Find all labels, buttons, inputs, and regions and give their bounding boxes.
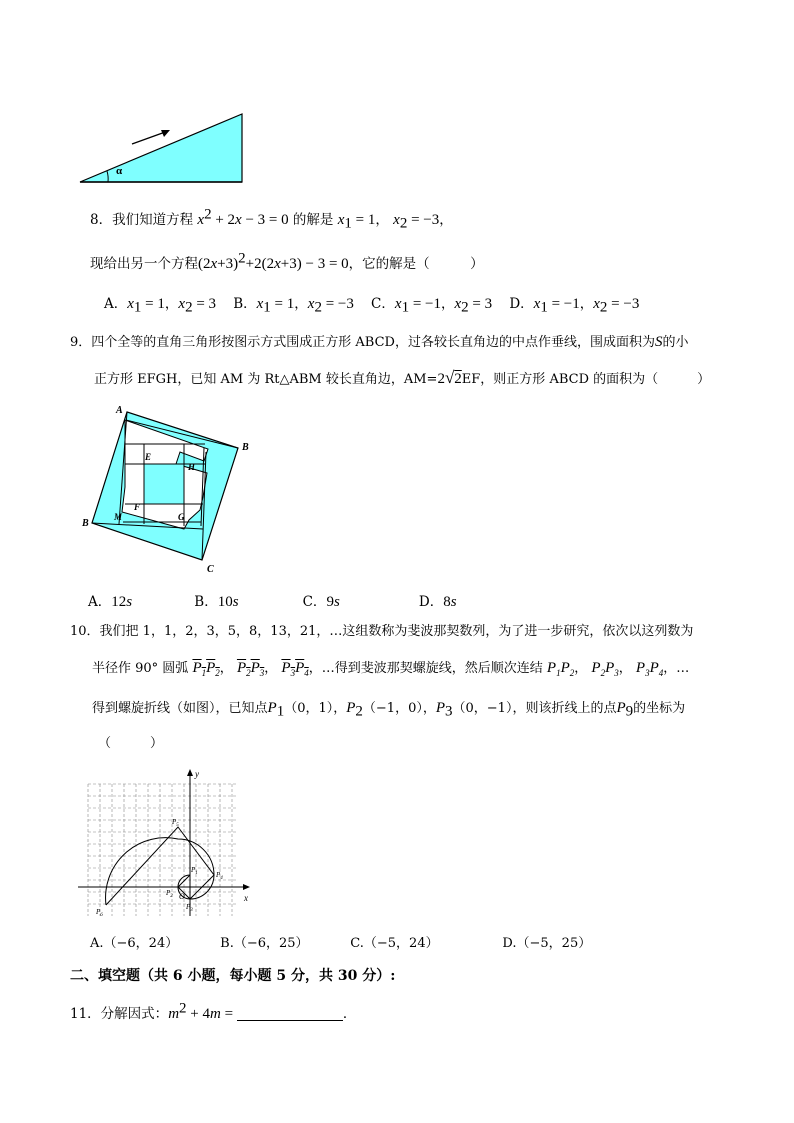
option-c[interactable]: C．9s [302, 594, 340, 610]
label-f: F [134, 502, 141, 512]
angle-alpha-label: α [116, 165, 123, 177]
question-9-line2: 正方形 EFGH，已知 AM 为 Rt△ABM 较长直角边，AM=2√2EF，则正方形 ABCD 的面积为（ ） [94, 368, 711, 387]
option-a[interactable]: A.（−6，24） [90, 936, 179, 951]
option-b[interactable]: B．$x_1 = 1$，$x_2 = -3$ [233, 296, 354, 316]
question-8-options [104, 294, 639, 314]
question-10-line3: 得到螺旋折线（如图），已知点$P_1(0$，1），$P_2(-1$，0），$P_3(0$，−1），则该折线上的点$P_9$的坐标为 [92, 700, 686, 720]
y-axis-label: y [195, 769, 199, 779]
answer-blank[interactable] [237, 1006, 343, 1021]
label-b-right: B [242, 442, 249, 453]
option-b[interactable]: B．10s [194, 594, 239, 610]
svg-text:P2: $P_2$ [166, 889, 173, 899]
question-9-line1: 9．四个全等的直角三角形按图示方式围成正方形 ABCD，过各较长直角边的中点作垂线，围成面积为S的小 [70, 334, 689, 350]
label-m: M [114, 512, 123, 522]
ramp-figure [78, 108, 248, 188]
section-2-title: 二、填空题（共 6 小题，每小题 5 分，共 30 分）: [70, 968, 396, 984]
question-11: 11．分解因式：$m^2 + 4m$ = ． [70, 1000, 357, 1022]
question-9-options [88, 592, 457, 612]
svg-text:P6: $P_6$ [96, 908, 103, 918]
svg-text:P5: $P_5$ [172, 818, 179, 828]
option-a[interactable]: A．$x_1 = 1$，$x_2 = 3$ [104, 296, 217, 316]
origin-label: O [179, 892, 185, 901]
label-e: E [145, 452, 152, 462]
option-c[interactable]: C.（−5，24） [350, 936, 439, 951]
square-figure [80, 402, 250, 577]
question-10-line1: 10．我们把 1，1，2，3，5，8，13，21，…这组数称为斐波那契数列，为了进一步研究，依次以这列数为 [70, 624, 694, 639]
label-c: C [207, 564, 214, 575]
label-a: A [116, 405, 123, 416]
svg-text:P4: $P_4$ [216, 871, 223, 881]
label-g: G [178, 512, 185, 522]
question-10-line4: （ ） [98, 736, 164, 751]
svg-text:P3: $P_3$ [186, 903, 193, 913]
option-a[interactable]: A．12s [88, 594, 133, 610]
option-d[interactable]: D．8s [418, 594, 457, 610]
question-10-line2: 半径作 90° 圆弧 $P_1P_2$， $P_2P_3$， $P_3P_4$，…得到斐波那契螺旋线，然后顺次连结 $P_1P_2$， $P_2P_3$， $P_3P_4$，… [92, 660, 690, 678]
option-d[interactable]: D．$x_1 = -1$，$x_2 = -3$ [509, 296, 640, 316]
option-c[interactable]: C．$x_1 = -1$，$x_2 = 3$ [371, 296, 493, 316]
x-axis-label: x [244, 893, 248, 903]
spiral-figure [78, 766, 253, 918]
label-h: H [188, 462, 196, 472]
question-8-line2: 现给出另一个方程$(2x+3)^2+2(2x+3) - 3 = 0$，它的解是（ ） [90, 250, 484, 272]
option-b[interactable]: B.（−6，25） [220, 936, 309, 951]
question-10-options [90, 934, 591, 954]
svg-text:P1: $P_1$ [191, 866, 198, 876]
label-b-left: B [82, 518, 89, 529]
question-8-line1: 8．我们知道方程 $x^2 + 2x - 3 = 0$ 的解是 $x_1 = 1$， $x_2 = -3$， [90, 206, 453, 232]
option-d[interactable]: D.（−5，25） [502, 936, 592, 951]
